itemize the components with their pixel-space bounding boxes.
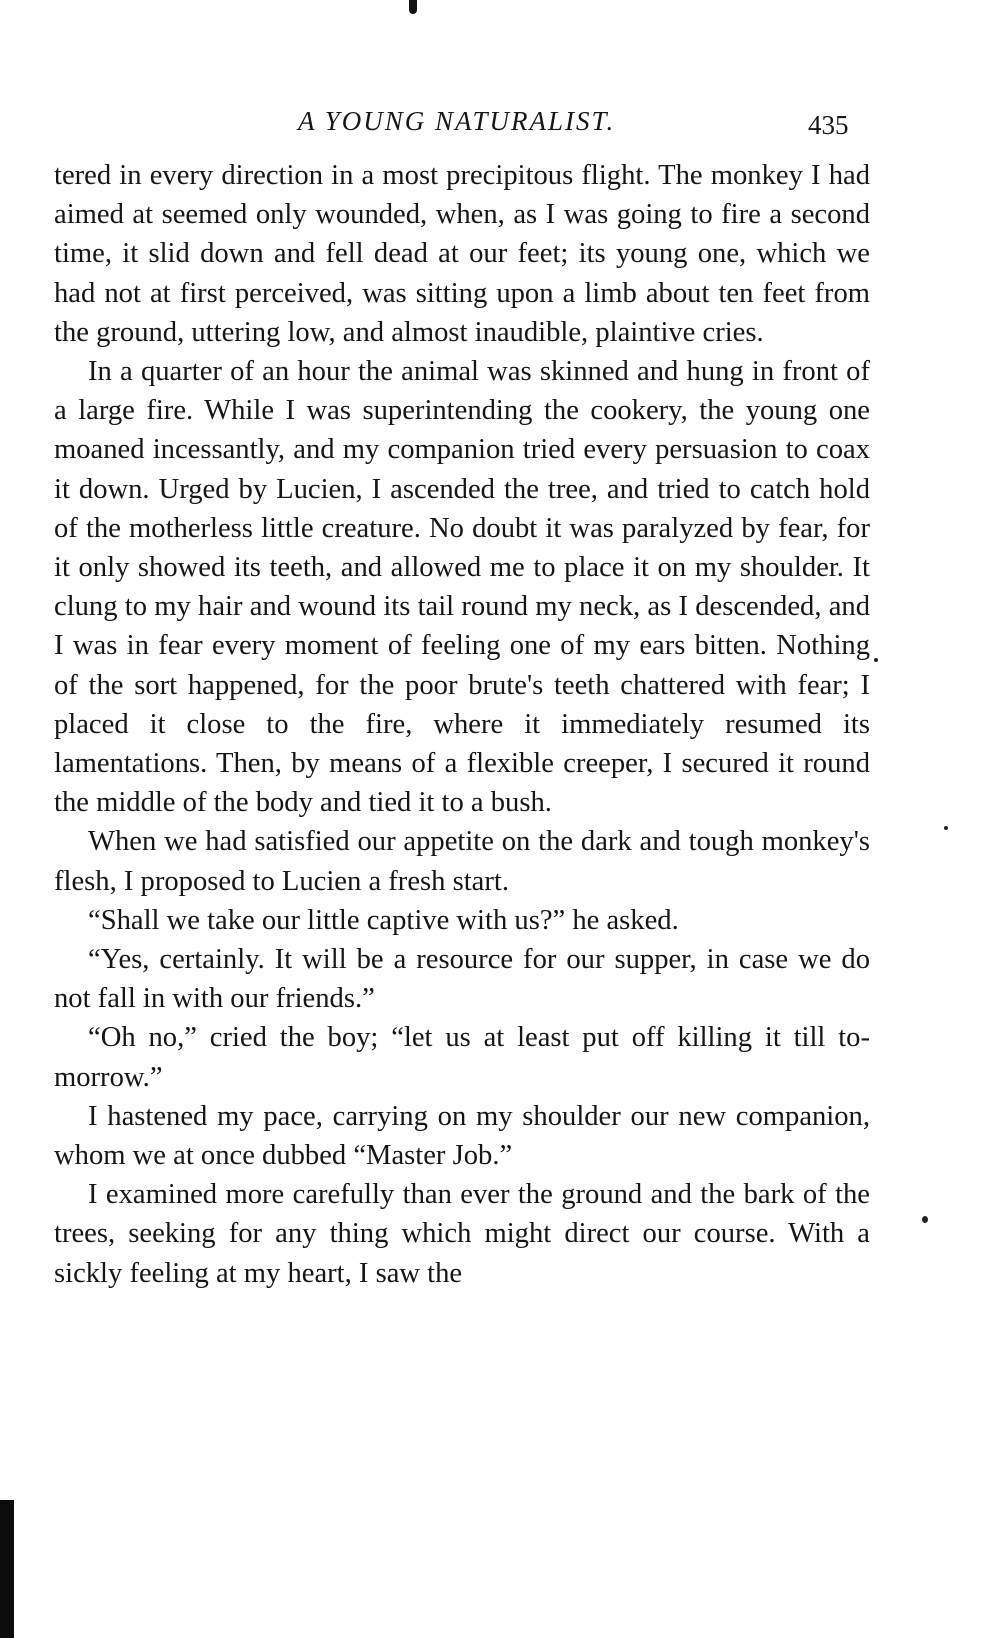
paragraph: “Oh no,” cried the boy; “let us at least put off killing it till to-morrow.”	[54, 1022, 870, 1093]
margin-speck	[944, 826, 948, 830]
running-title: A YOUNG NATURALIST.	[298, 106, 616, 136]
paragraph: “Shall we take our little captive with us?” he asked.	[88, 904, 679, 936]
page-number: 435	[808, 110, 849, 140]
body-text	[54, 156, 870, 1293]
paragraph: I hastened my pace, carrying on my shoulder our new companion, whom we at once dubbed “Master Job.”	[54, 1100, 870, 1172]
scan-ink-mark	[409, 0, 417, 14]
margin-speck	[874, 658, 878, 662]
paragraph: When we had satisfied our appetite on the dark and tough monkey's flesh, I proposed to Lucien a fresh start.	[54, 826, 870, 897]
margin-speck	[922, 1216, 928, 1223]
paragraph: In a quarter of an hour the animal was skinned and hung in front of a large fire. While I was superintending the cookery, the young one moaned incessantly, and my companion tried every persuasion to coax it down. Urged by Lucien, I ascended the tree, and tried to catch hold of the motherless little creature. No doubt it was paralyzed by fear, for it only showed its teeth, and allowed me to place it on my shoulder. It clung to my hair and wound its tail round my neck, as I descended, and I was in fear every moment of feeling one of my ears bitten. Nothing of the sort happened, for the poor brute's teeth chattered with fear; I placed it close to the fire, where it immediately resumed its lamentations. Then, by means of a flexible creeper, I secured it round the middle of the body and tied it to a bush.	[54, 356, 870, 819]
paragraph-continued: tered in every direction in a most precipitous flight. The monkey I had aimed at seemed only wounded, when, as I was going to fire a second time, it slid down and fell dead at our feet; its young one, which we had not at first perceived, was sitting upon a limb about ten feet from the ground, uttering low, and almost inaudible, plaintive cries.	[54, 160, 870, 348]
page-header	[0, 106, 996, 146]
paragraph: “Yes, certainly. It will be a resource for our supper, in case we do not fall in with our friends.”	[54, 944, 870, 1015]
paragraph: I examined more carefully than ever the ground and the bark of the trees, seeking for any thing which might direct our course. With a sickly feeling at my heart, I saw the	[54, 1179, 870, 1289]
scan-binding-edge	[0, 1500, 14, 1638]
